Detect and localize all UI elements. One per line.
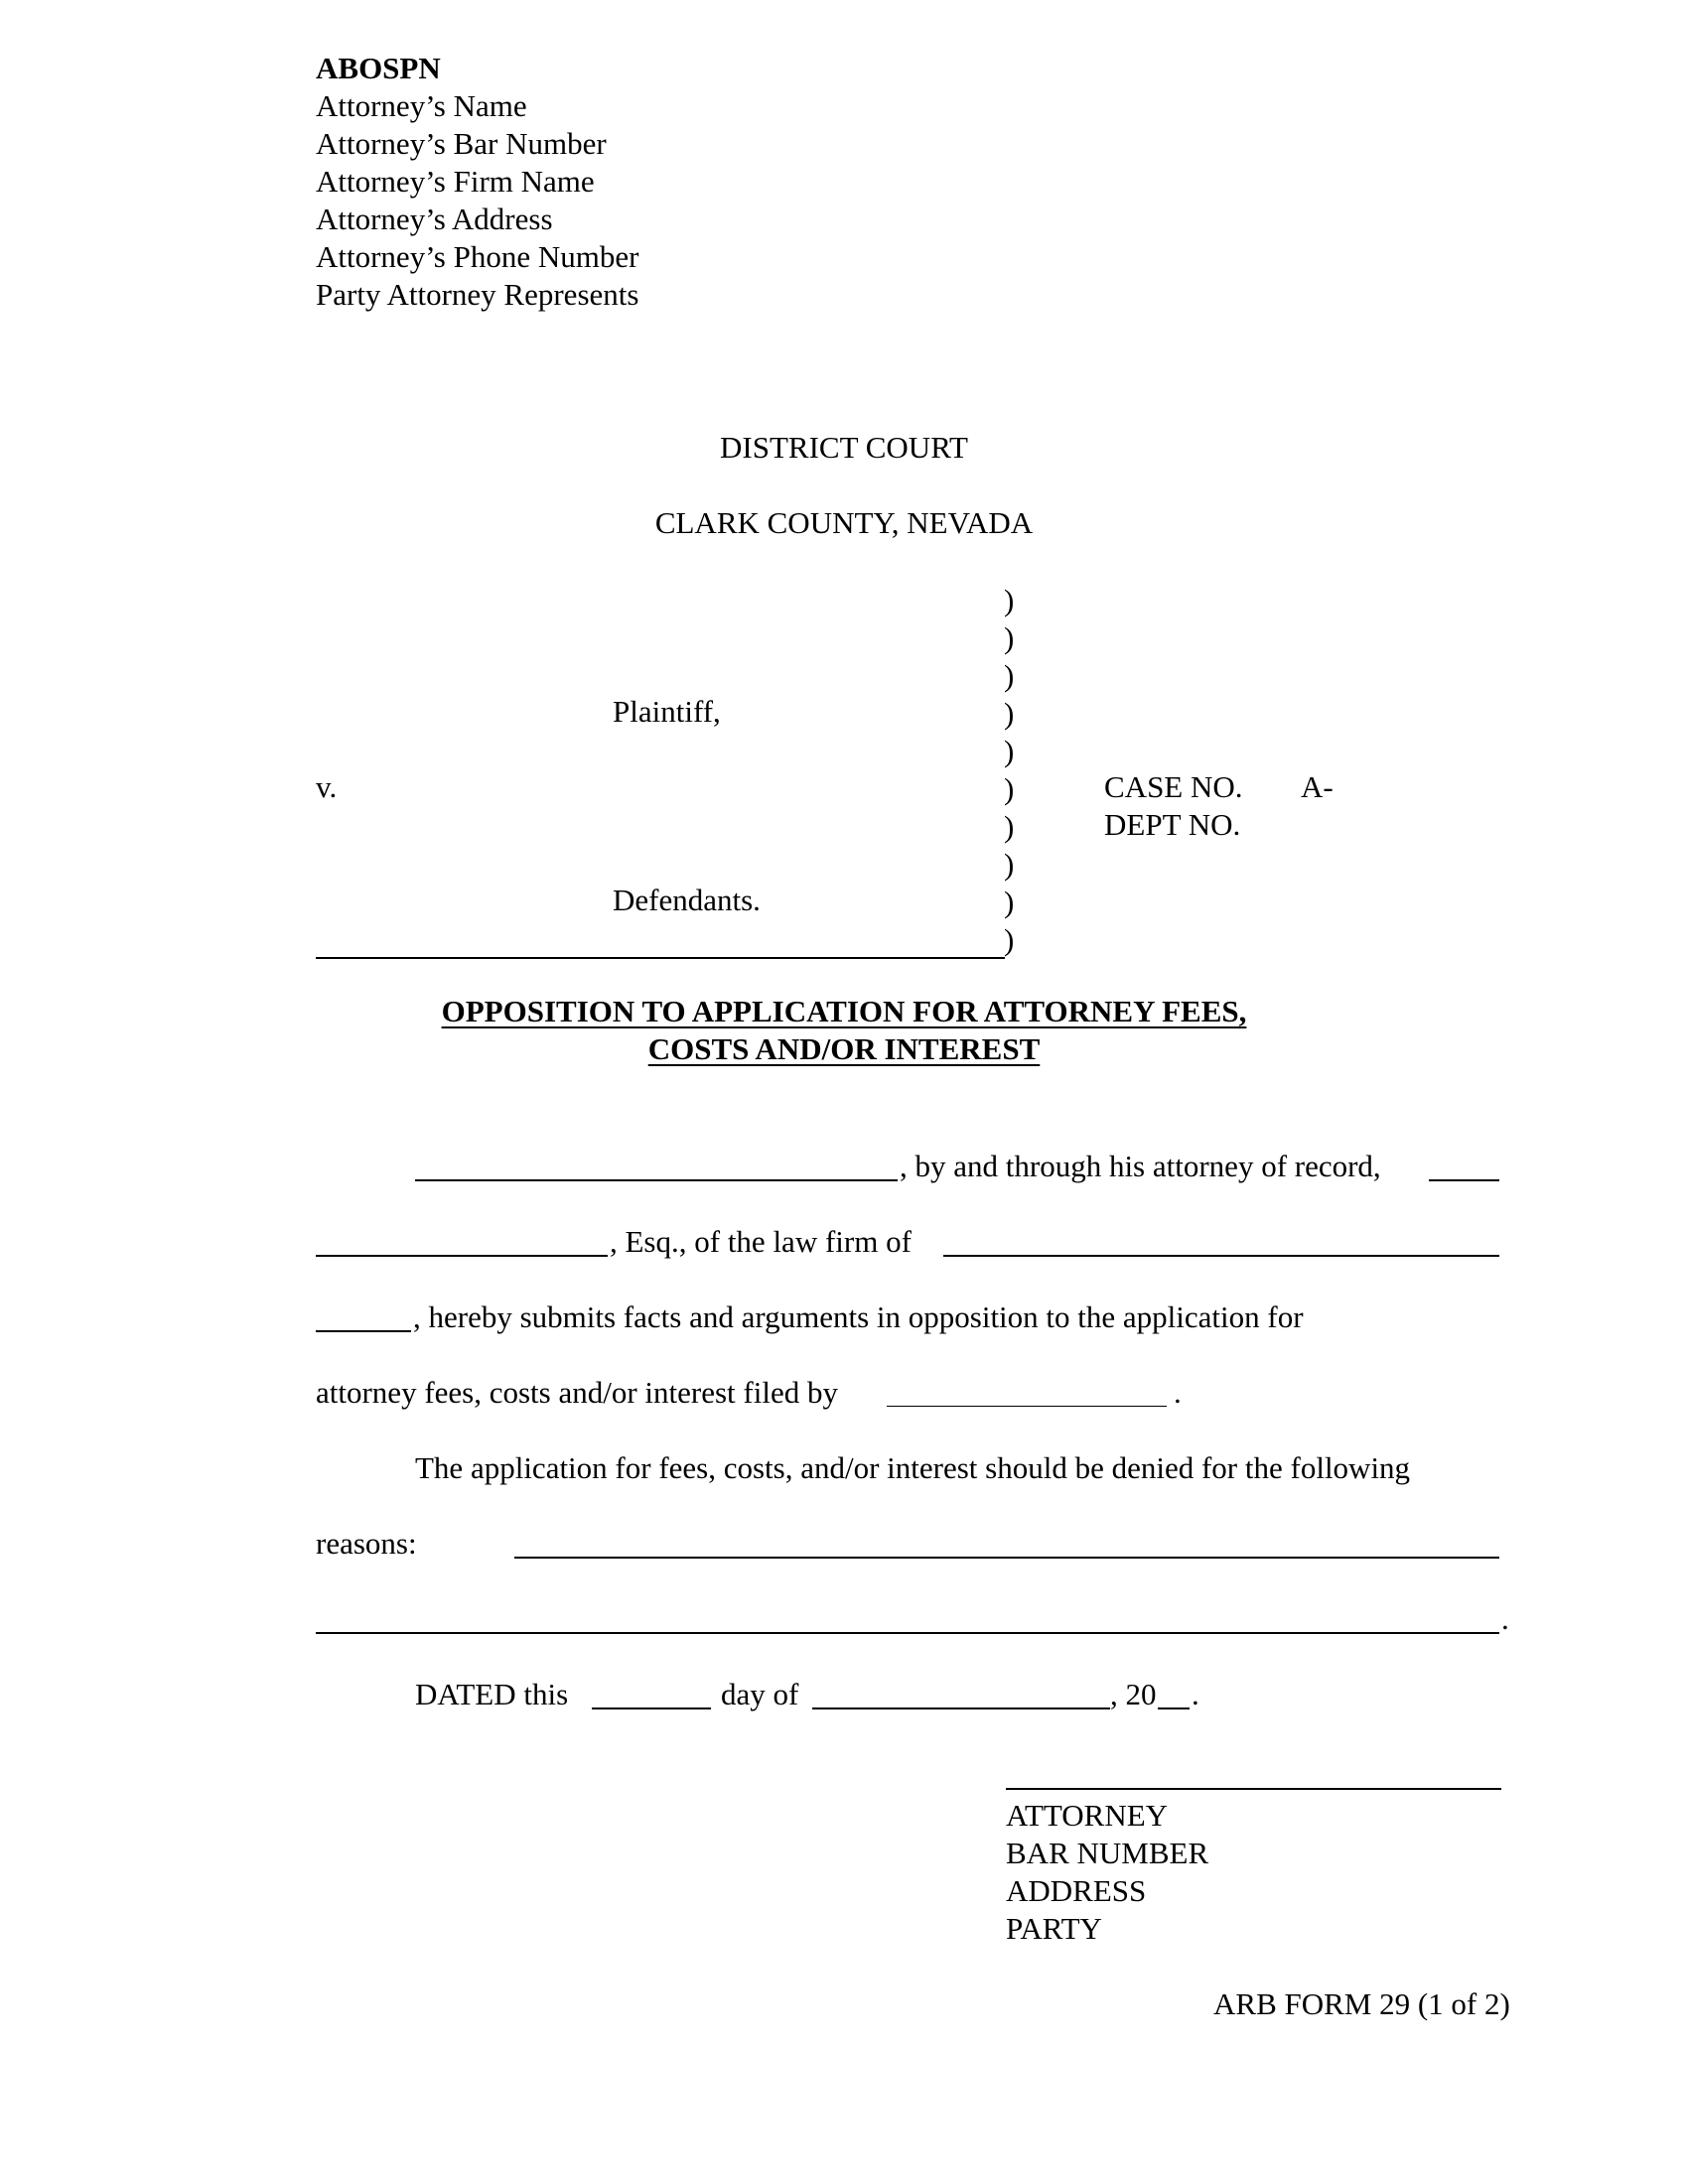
reasons-label: reasons: <box>316 1526 417 1561</box>
attorney-firm-name: Attorney’s Firm Name <box>316 164 595 199</box>
caption-paren: ) <box>1004 696 1015 731</box>
caption-paren: ) <box>1004 771 1015 806</box>
caption-paren: ) <box>1004 809 1015 844</box>
caption-rule <box>316 957 1005 959</box>
attorney-phone: Attorney’s Phone Number <box>316 239 639 274</box>
form-id: ARB FORM 29 (1 of 2) <box>1213 1986 1510 2021</box>
dated-day-of: day of <box>721 1677 799 1711</box>
law-firm-blank-a[interactable] <box>943 1255 1499 1257</box>
case-no-prefix: A- <box>1301 769 1334 804</box>
body-line2-text: , Esq., of the law firm of <box>610 1224 912 1259</box>
document-title-line2: COSTS AND/OR INTEREST <box>647 1031 1041 1066</box>
filed-by-blank[interactable] <box>887 1406 1167 1407</box>
signature-party: PARTY <box>1006 1911 1102 1946</box>
body-line1-text: , by and through his attorney of record, <box>900 1149 1381 1183</box>
document-title-line1: OPPOSITION TO APPLICATION FOR ATTORNEY FEES, <box>441 994 1247 1028</box>
attorney-address: Attorney’s Address <box>316 202 553 236</box>
dept-no-label: DEPT NO. <box>1104 807 1241 842</box>
signature-address: ADDRESS <box>1006 1873 1147 1908</box>
party-name-blank[interactable] <box>415 1179 898 1181</box>
versus-label: v. <box>316 769 338 804</box>
body-line4-text: attorney fees, costs and/or interest filed by <box>316 1375 838 1410</box>
dated-label: DATED this <box>415 1677 569 1711</box>
attorney-bar-number: Attorney’s Bar Number <box>316 126 607 161</box>
caption-paren: ) <box>1004 847 1015 882</box>
caption-paren: ) <box>1004 658 1015 693</box>
caption-paren: ) <box>1004 734 1015 768</box>
court-name: DISTRICT COURT <box>720 430 968 465</box>
body-p2-line1: The application for fees, costs, and/or interest should be denied for the following <box>415 1450 1411 1485</box>
dated-month-blank[interactable] <box>812 1707 1110 1709</box>
court-county: CLARK COUNTY, NEVADA <box>654 505 1034 540</box>
dated-year-blank[interactable] <box>1158 1707 1190 1709</box>
caption-paren: ) <box>1004 583 1015 617</box>
body-line3-text: , hereby submits facts and arguments in opposition to the application for <box>413 1299 1304 1334</box>
plaintiff-label: Plaintiff, <box>613 694 721 729</box>
body-line4-end: . <box>1174 1375 1182 1410</box>
dated-year-prefix: , 20 <box>1110 1677 1157 1711</box>
attorney-name-blank-a[interactable] <box>1429 1179 1499 1181</box>
caption-paren: ) <box>1004 885 1015 919</box>
reasons-blank-1[interactable] <box>514 1557 1499 1559</box>
attorney-name-blank-b[interactable] <box>316 1255 608 1257</box>
signature-bar-number: BAR NUMBER <box>1006 1836 1209 1870</box>
dated-end: . <box>1192 1677 1199 1711</box>
caption-paren: ) <box>1004 620 1015 655</box>
firm-code: ABOSPN <box>316 51 441 85</box>
party-represented: Party Attorney Represents <box>316 277 639 312</box>
law-firm-blank-b[interactable] <box>316 1330 411 1332</box>
dated-day-blank[interactable] <box>592 1707 711 1709</box>
defendants-label: Defendants. <box>613 883 761 917</box>
signature-line[interactable] <box>1006 1788 1501 1790</box>
case-no-label: CASE NO. <box>1104 769 1243 804</box>
reasons-end: . <box>1501 1601 1509 1636</box>
caption-paren: ) <box>1004 922 1015 957</box>
reasons-blank-2[interactable] <box>316 1632 1499 1634</box>
attorney-name: Attorney’s Name <box>316 88 527 123</box>
signature-attorney: ATTORNEY <box>1006 1798 1169 1833</box>
